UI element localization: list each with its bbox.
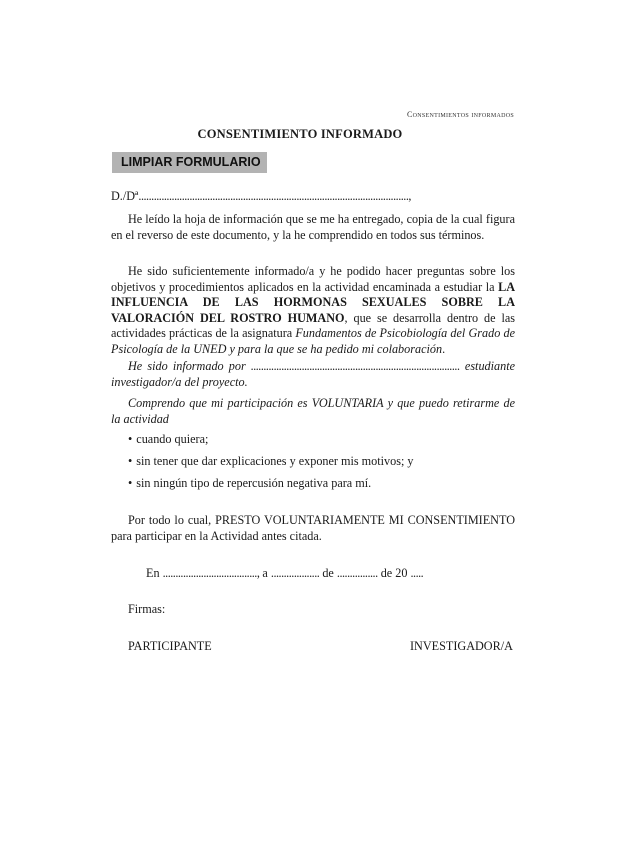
paragraph-informed-by (111, 359, 515, 390)
signatures-label: Firmas: (128, 602, 166, 616)
date-year-label: de 20 (380, 566, 408, 580)
place-field[interactable]: ....................................., (162, 566, 260, 580)
list-item: • sin tener que dar explicaciones y exponer mis motivos; y (128, 454, 414, 468)
paragraph-consent: Por todo lo cual, PRESTO VOLUNTARIAMENTE MI CONSENTIMIENTO para participar en la Actividad antes citada. (111, 513, 515, 543)
clear-form-button[interactable]: LIMPIAR FORMULARIO (112, 152, 267, 173)
p2-end: . (442, 341, 446, 356)
year-field[interactable]: ..... (410, 566, 424, 580)
running-header: Consentimientos informados (406, 110, 514, 119)
investigator-signature-label: INVESTIGADOR/A (410, 639, 513, 653)
date-line (146, 566, 516, 582)
month-field[interactable]: ................ (336, 566, 378, 580)
name-line (111, 189, 515, 205)
page-title: CONSENTIMIENTO INFORMADO (197, 127, 403, 141)
list-item: • sin ningún tipo de repercusión negativa para mí. (128, 476, 372, 490)
date-de-label: de (322, 566, 334, 580)
name-label: D./Dª (111, 189, 139, 203)
paragraph-voluntary: Comprendo que mi participación es VOLUNTARIA y que puedo retirarme de la actividad (111, 396, 515, 426)
participant-signature-label: PARTICIPANTE (128, 639, 212, 653)
investigator-name-field[interactable]: .................................................................................. (250, 359, 460, 373)
list-item: • cuando quiera; (128, 432, 209, 446)
date-a-label: a (262, 566, 268, 580)
day-field[interactable]: ................... (270, 566, 320, 580)
p2-text-a: He sido suficientemente informado/a y he podido hacer preguntas sobre los objetivos y procedimientos aplicados en la actividad encaminada a estudiar la (111, 264, 515, 294)
p2-text-b: , que se desarrolla dentro de las actividades prácticas de la asignatura (111, 310, 515, 340)
study-title: LA INFLUENCIA DE LAS HORMONAS SEXUALES SOBRE LA VALORACIÓN DEL ROSTRO HUMANO (111, 279, 515, 325)
name-input-field[interactable]: .........................................................................................................., (138, 189, 411, 203)
p3-text-a: He sido informado por (128, 359, 251, 373)
p3-text-b: estudiante investigador/a del proyecto. (111, 359, 516, 389)
paragraph-informed (111, 264, 515, 357)
date-en-label: En (146, 566, 160, 580)
paragraph-read-info: He leído la hoja de información que se me ha entregado, copia de la cual figura en el reverso de este documento, y la he comprendido en todos sus términos. (111, 212, 515, 242)
course-name: Fundamentos de Psicobiología del Grado de Psicología de la UNED y para la que se ha pedido mi colaboración (111, 326, 515, 356)
